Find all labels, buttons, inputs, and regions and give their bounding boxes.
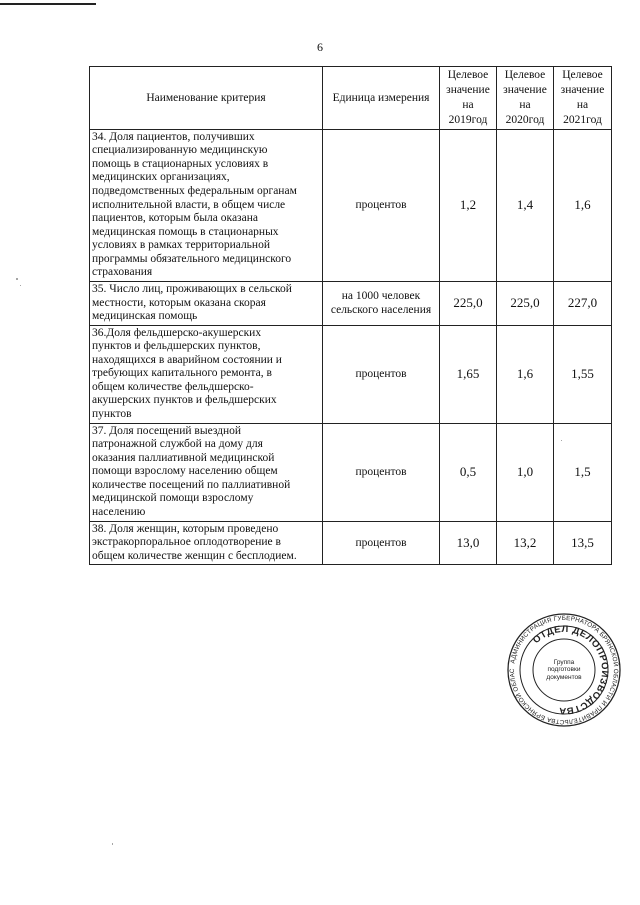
criterion-line: количестве посещений по паллиативной <box>92 478 291 491</box>
header-2020 <box>497 67 554 130</box>
criterion-name <box>90 281 323 325</box>
header-2020-line: Целевое <box>504 69 546 81</box>
header-2021-line: на <box>576 98 589 111</box>
header-2020-line: значение <box>503 83 547 96</box>
criterion-line: 35. Число лиц, проживающих в сельской <box>92 282 292 295</box>
table-row <box>90 423 612 521</box>
scan-speck <box>16 278 18 280</box>
header-2019-line: Целевое <box>447 69 489 81</box>
header-2021-line: 2021год <box>563 113 602 126</box>
value-2021: 13,5 <box>554 521 612 565</box>
value-2019: 1,65 <box>440 325 497 423</box>
header-name: Наименование критерия <box>90 67 323 130</box>
unit-cell <box>323 521 440 565</box>
table-row <box>90 521 612 565</box>
criterion-line: находящихся в аварийном состоянии и <box>92 353 282 366</box>
table-row <box>90 129 612 281</box>
value-2020: 225,0 <box>497 281 554 325</box>
criterion-line: условиях в рамках территориальной <box>92 239 270 252</box>
criteria-table <box>89 66 612 565</box>
criterion-line: экстракорпоральное оплодотворение в <box>92 536 281 549</box>
unit-cell <box>323 281 440 325</box>
unit-cell <box>323 129 440 281</box>
criterion-line: помощь в стационарных условиях в <box>92 157 269 170</box>
criterion-line: специализированную медицинскую <box>92 144 268 157</box>
header-2020-line: 2020год <box>505 113 545 126</box>
criterion-line: медицинских организациях, <box>92 171 230 184</box>
unit-line: процентов <box>355 199 407 212</box>
value-2019: 13,0 <box>440 521 497 565</box>
criterion-line: медицинская помощь <box>92 310 198 323</box>
criterion-line: оказания паллиативной медицинской <box>92 451 275 464</box>
criterion-line: исполнительной власти, в общем числе <box>92 198 286 211</box>
stamp-outer-text: АДМИНИСТРАЦИЯ ГУБЕРНАТОРА БРЯНСКОЙ ОБЛАСТИ И ПРАВИТЕЛЬСТВА БРЯНСКОЙ ОБЛАС <box>508 614 620 726</box>
value-2021: 227,0 <box>554 281 612 325</box>
stamp-inner-line: Группа <box>553 658 575 666</box>
unit-line: процентов <box>355 465 407 478</box>
value-2019: 1,2 <box>440 129 497 281</box>
criterion-line: страхования <box>92 266 153 279</box>
criterion-line: программы обязательного медицинского <box>92 252 292 265</box>
criterion-line: 36.Доля фельдшерско-акушерских <box>92 326 262 339</box>
criterion-line: населению <box>92 505 146 518</box>
criterion-line: подведомственных федеральным органам <box>92 185 297 197</box>
scan-speck <box>20 285 21 286</box>
criterion-name <box>90 129 323 281</box>
criterion-line: пунктов <box>92 408 132 420</box>
scan-speck <box>112 843 113 845</box>
unit-line: на 1000 человек <box>341 289 421 302</box>
stamp-middle-text: ОТДЕЛ ДЕЛОПРОИЗВОДСТВА <box>530 623 611 717</box>
unit-cell <box>323 423 440 521</box>
criterion-line: требующих капитального ремонта, в <box>92 367 272 380</box>
value-2021: 1,55 <box>554 325 612 423</box>
value-2020: 1,6 <box>497 325 554 423</box>
unit-line: сельского населения <box>330 304 432 317</box>
header-2021 <box>554 67 612 130</box>
stamp-center <box>534 642 594 698</box>
criterion-line: патронажной службой на дому для <box>92 438 263 451</box>
header-2019-line: на <box>462 98 474 111</box>
unit-cell <box>323 325 440 423</box>
table-row <box>90 325 612 423</box>
table-header-row <box>90 67 612 130</box>
value-2021: 1,6 <box>554 129 612 281</box>
header-unit: Единица измерения <box>323 67 440 130</box>
header-2021-line: значение <box>560 83 605 96</box>
criterion-line: общем количестве фельдшерско- <box>92 380 254 393</box>
criterion-line: 38. Доля женщин, которым проведено <box>92 522 279 535</box>
value-2019: 225,0 <box>440 281 497 325</box>
unit-line: процентов <box>355 536 407 549</box>
value-2019: 0,5 <box>440 423 497 521</box>
criterion-line: пациентов, которым была оказана <box>92 212 258 225</box>
header-2020-line: на <box>519 98 531 111</box>
criterion-line: местности, которым оказана скорая <box>92 296 266 309</box>
criterion-line: пунктов и фельдшерских пунктов, <box>92 340 261 353</box>
criterion-name <box>90 325 323 423</box>
stamp-inner-line: документов <box>546 673 582 681</box>
page-number: 6 <box>317 40 323 54</box>
department-stamp <box>506 612 622 728</box>
header-2019-line: значение <box>446 83 490 96</box>
value-2020: 1,0 <box>497 423 554 521</box>
header-2019 <box>440 67 497 130</box>
stamp-inner-line: подготовки <box>547 666 581 674</box>
header-2019-line: 2019год <box>448 113 488 126</box>
criterion-line: 34. Доля пациентов, получивших <box>92 130 255 143</box>
criterion-line: 37. Доля посещений выездной <box>92 424 242 437</box>
criterion-name <box>90 423 323 521</box>
header-2021-line: Целевое <box>562 69 603 81</box>
top-edge-line <box>0 3 96 5</box>
criterion-line: помощи взрослому населению общем <box>92 465 278 478</box>
scan-speck <box>561 440 562 441</box>
criterion-line: акушерских пунктов и фельдшерских <box>92 394 277 407</box>
value-2020: 1,4 <box>497 129 554 281</box>
criterion-name <box>90 521 323 565</box>
table-row <box>90 281 612 325</box>
criterion-line: общем количестве женщин с бесплодием. <box>92 549 297 562</box>
value-2021: 1,5 <box>554 423 612 521</box>
criterion-line: медицинская помощь в стационарных <box>92 225 279 238</box>
value-2020: 13,2 <box>497 521 554 565</box>
criterion-line: медицинской помощи взрослому <box>92 492 254 505</box>
unit-line: процентов <box>355 367 407 380</box>
